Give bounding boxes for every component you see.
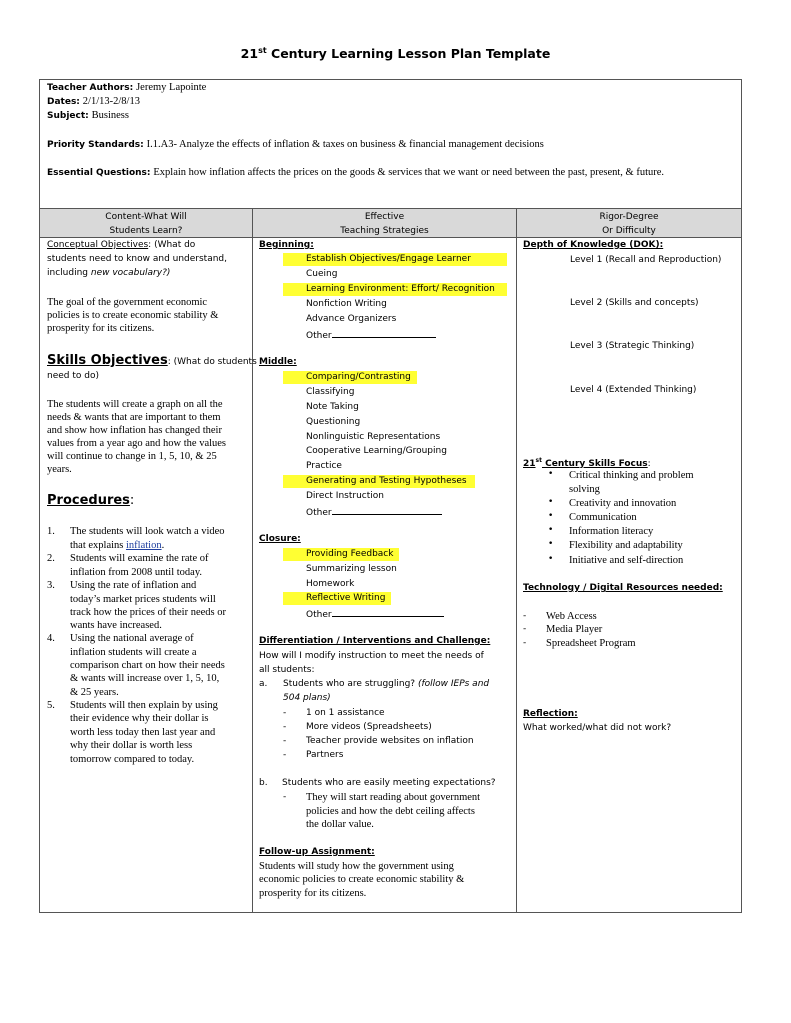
strategy-item: Classifying (306, 387, 355, 397)
text-line: track how the prices of their needs or (70, 607, 226, 618)
skill-item: Information literacy (569, 526, 654, 537)
page-title: 21st Century Learning Lesson Plan Template (240, 46, 551, 62)
strategy-item: Learning Environment: Effort/ Recognition (283, 283, 507, 296)
middle-heading: Middle: (259, 357, 297, 367)
strategy-item: Nonfiction Writing (306, 299, 387, 309)
bullet: • (548, 497, 554, 507)
standards-row: Priority Standards: I.1.A3- Analyze the effects of inflation & taxes on business & financial management decisions (47, 139, 544, 150)
reflection-heading: Reflection: (523, 709, 578, 719)
text-line: policies and how the debt ceiling affects (306, 806, 475, 817)
bullet: • (548, 469, 554, 479)
text-line: why their dollar is worth less (70, 740, 193, 751)
list-marker: - (523, 638, 527, 648)
bullet: • (548, 539, 554, 549)
text-line: The students will look watch a video (70, 526, 225, 537)
strategy-item: Other (306, 607, 444, 622)
text-line: their evidence why their dollar is (70, 713, 209, 724)
list-marker: - (283, 736, 287, 746)
tech-item: Web Access (546, 611, 597, 622)
text-line: will continue to change in 1, 5, 10, & 25 (47, 451, 217, 462)
dok-level: Level 3 (Strategic Thinking) (570, 341, 695, 351)
skill-item: Creativity and innovation (569, 498, 677, 509)
text-line: values from a year ago and how the values (47, 438, 227, 449)
text-line: tomorrow compared to today. (70, 754, 195, 765)
strategy-item: Advance Organizers (306, 314, 397, 324)
strategy-item: Establish Objectives/Engage Learner (283, 253, 507, 266)
strategy-item: Homework (306, 579, 355, 589)
dok-level: Level 2 (Skills and concepts) (570, 298, 699, 308)
text-line: years. (47, 464, 72, 475)
list-item: Teacher provide websites on inflation (306, 736, 474, 746)
strategy-item: Note Taking (306, 402, 359, 412)
text-line: Students who are struggling? (follow IEPs and (283, 679, 490, 689)
dok-heading: Depth of Knowledge (DOK): (523, 240, 664, 250)
list-item: More videos (Spreadsheets) (306, 722, 432, 732)
skills-focus-heading: 21st Century Skills Focus: (523, 457, 651, 469)
text-line: & 25 years. (70, 687, 119, 698)
text-line: Students will examine the rate of (70, 553, 209, 564)
text-line: including new vocabulary?) (47, 268, 171, 278)
text-line: The goal of the government economic (47, 297, 208, 308)
skills-objectives: Skills Objectives: (What do students (47, 353, 257, 368)
text-line: Students will study how the government using (259, 861, 454, 872)
step-number: 4. (47, 633, 55, 644)
text-line: needs & wants that are important to them (47, 412, 221, 423)
essential-questions-row: Essential Questions: Explain how inflation affects the prices on the goods & services that we want or need between the past, present, & future. (47, 167, 665, 178)
bullet: • (548, 525, 554, 535)
strategy-item: Direct Instruction (306, 491, 384, 501)
text-line: The students will create a graph on all the (47, 399, 223, 410)
list-marker: - (283, 792, 287, 802)
strategy-item: Cueing (306, 269, 338, 279)
closure-heading: Closure: (259, 534, 301, 544)
strategy-item: Questioning (306, 417, 361, 427)
list-marker: - (283, 750, 287, 760)
bullet: • (548, 511, 554, 521)
dok-level: Level 1 (Recall and Reproduction) (570, 255, 722, 265)
followup-heading: Follow-up Assignment: (259, 847, 375, 857)
text-line: all students: (259, 665, 315, 675)
reflection-question: What worked/what did not work? (523, 723, 672, 733)
text-line: How will I modify instruction to meet the needs of (259, 651, 484, 661)
list-item: Partners (306, 750, 344, 760)
text-line: prosperity for its citizens. (47, 323, 155, 334)
tech-item: Media Player (546, 624, 603, 635)
text-line: & wants will increase over 1, 5, 10, (70, 673, 220, 684)
skill-item: solving (569, 484, 600, 495)
text-line: worth less today then last year and (70, 727, 216, 738)
text-line: comparison chart on how their needs (70, 660, 225, 671)
strategy-item: Other (306, 505, 442, 520)
col2-header: Effective Teaching Strategies (340, 212, 429, 236)
list-item: 1 on 1 assistance (306, 708, 385, 718)
list-marker: a. (259, 679, 268, 689)
strategy-item: Providing Feedback (283, 548, 399, 561)
text-line: and show how inflation has changed their (47, 425, 222, 436)
divider (516, 208, 517, 913)
dok-level: Level 4 (Extended Thinking) (570, 385, 697, 395)
teacher-row: Teacher Authors: Jeremy Lapointe (47, 82, 207, 93)
divider (252, 208, 253, 913)
strategy-item: Cooperative Learning/Grouping (306, 446, 447, 456)
text-line: Students who are easily meeting expectations? (282, 778, 496, 788)
list-marker: b. (259, 778, 268, 788)
procedures-heading: Procedures: (47, 493, 135, 508)
text-line: prosperity for its citizens. (259, 888, 367, 899)
strategy-item: Nonlinguistic Representations (306, 432, 441, 442)
strategy-item: Practice (306, 461, 342, 471)
strategy-item: Comparing/Contrasting (283, 371, 417, 384)
text-line: inflation students will create a (70, 647, 197, 658)
list-marker: - (523, 624, 527, 634)
step-number: 1. (47, 526, 55, 537)
divider (39, 208, 742, 209)
text-line: Using the national average of (70, 633, 194, 644)
text-line: today’s market prices students will (70, 594, 216, 605)
skill-item: Communication (569, 512, 637, 523)
strategy-item: Reflective Writing (283, 592, 391, 605)
list-marker: - (523, 611, 527, 621)
tech-item: Spreadsheet Program (546, 638, 636, 649)
text-line: inflation from 2008 until today. (70, 567, 203, 578)
subject-row: Subject: Business (47, 110, 129, 121)
strategy-item: Generating and Testing Hypotheses (283, 475, 475, 488)
skill-item: Flexibility and adaptability (569, 540, 683, 551)
text-line: wants have increased. (70, 620, 162, 631)
text-line: 504 plans) (283, 693, 331, 703)
bullet: • (548, 554, 554, 564)
text-line: economic policies to create economic stability & (259, 874, 465, 885)
dates-row: Dates: 2/1/13-2/8/13 (47, 96, 140, 107)
technology-heading: Technology / Digital Resources needed: (523, 583, 723, 593)
strategy-item: Other (306, 328, 436, 343)
text-line: Students will then explain by using (70, 700, 218, 711)
col3-header: Rigor-Degree Or Difficulty (599, 212, 659, 236)
col1-header: Content-What Will Students Learn? (105, 212, 187, 236)
text-line: students need to know and understand, (47, 254, 228, 264)
skill-item: Critical thinking and problem (569, 470, 694, 481)
skill-item: Initiative and self-direction (569, 555, 684, 566)
step-number: 3. (47, 580, 55, 591)
conceptual-objectives: Conceptual Objectives: (What do (47, 240, 196, 250)
step-number: 2. (47, 553, 55, 564)
text-line: the dollar value. (306, 819, 374, 830)
text-line: need to do) (47, 371, 99, 381)
list-marker: - (283, 722, 287, 732)
strategy-item: Summarizing lesson (306, 564, 397, 574)
list-marker: - (283, 708, 287, 718)
text-line: policies is to create economic stability & (47, 310, 219, 321)
step-number: 5. (47, 700, 55, 711)
text-line: They will start reading about government (306, 792, 481, 803)
beginning-heading: Beginning: (259, 240, 314, 250)
inflation-link[interactable]: inflation (126, 540, 162, 551)
text-line: Using the rate of inflation and (70, 580, 197, 591)
text-line: that explains inflation. (70, 540, 165, 551)
differentiation-heading: Differentiation / Interventions and Challenge: (259, 636, 491, 646)
